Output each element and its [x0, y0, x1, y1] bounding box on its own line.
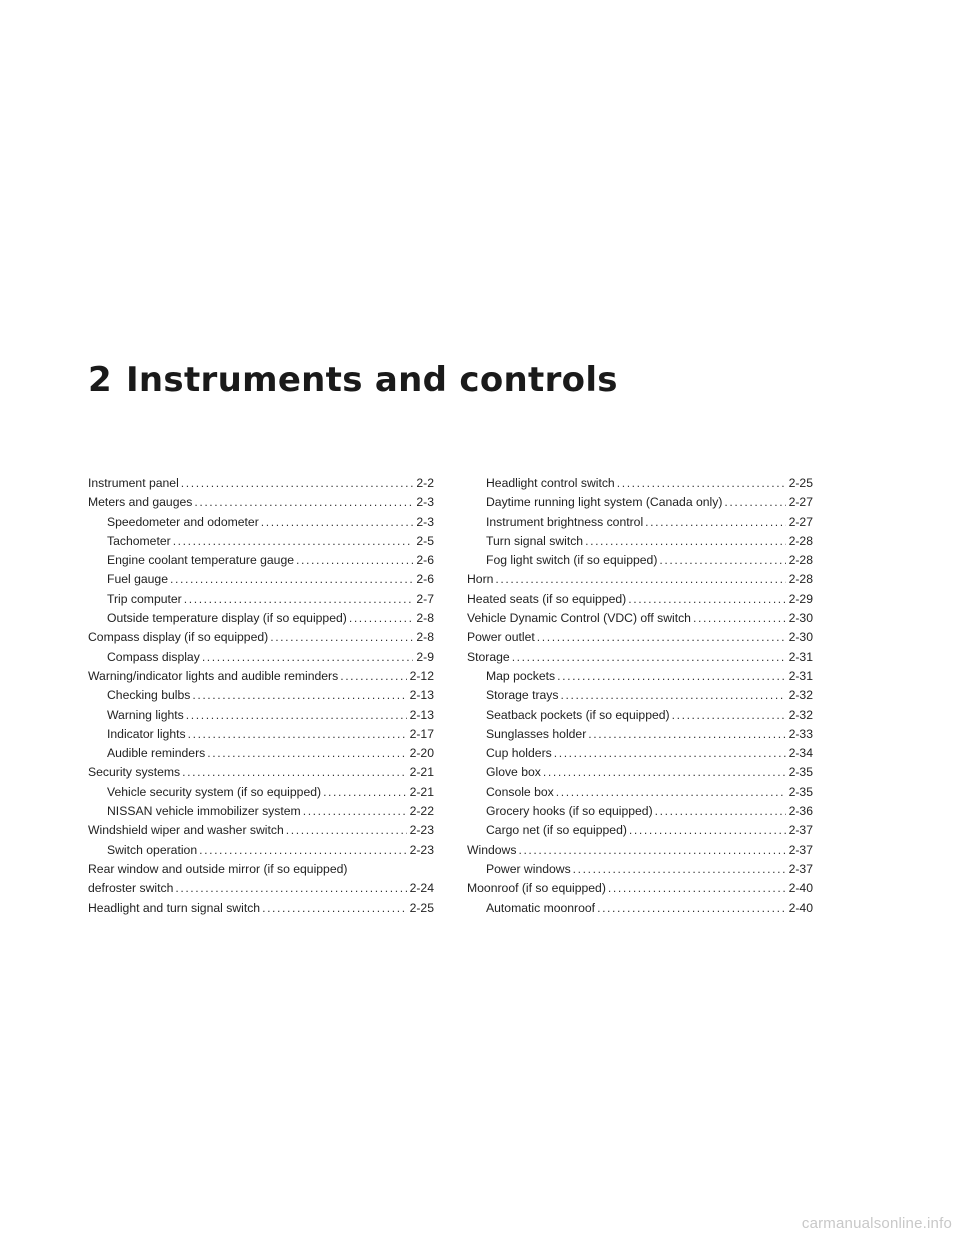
toc-entry-title: Daytime running light system (Canada only)	[486, 495, 723, 510]
toc-entry[interactable]	[467, 493, 813, 512]
toc-entry[interactable]	[88, 725, 434, 744]
toc-entry[interactable]	[467, 879, 813, 898]
toc-entry[interactable]	[88, 879, 434, 898]
toc-left-column	[88, 474, 434, 918]
watermark-url[interactable]: carmanualsonline.info	[801, 1215, 952, 1232]
toc-entry-page: 2-2	[416, 476, 434, 490]
toc-entry-page: 2-25	[788, 476, 813, 490]
toc-entry-title: Grocery hooks (if so equipped)	[486, 804, 653, 819]
toc-entry-title: Storage trays	[486, 688, 559, 703]
toc-entry[interactable]	[467, 570, 813, 589]
toc-dot-leader	[199, 841, 406, 860]
toc-dot-leader	[270, 628, 413, 647]
chapter-title	[88, 360, 618, 400]
toc-dot-leader	[207, 744, 406, 763]
toc-dot-leader	[194, 493, 413, 512]
toc-dot-leader	[512, 648, 786, 667]
toc-entry-page: 2-34	[788, 746, 813, 761]
toc-dot-leader	[186, 706, 407, 725]
toc-dot-leader	[556, 783, 786, 802]
toc-dot-leader	[672, 706, 786, 725]
toc-entry-title: Vehicle security system (if so equipped)	[107, 784, 322, 799]
toc-entry[interactable]	[88, 686, 434, 705]
toc-dot-leader	[495, 570, 785, 589]
toc-entry[interactable]	[88, 513, 434, 532]
toc-entry-title: Power windows	[486, 861, 571, 876]
toc-entry-page: 2-33	[788, 726, 813, 741]
toc-entry-page: 2-30	[788, 630, 813, 645]
toc-dot-leader	[628, 590, 785, 609]
toc-dot-leader	[560, 686, 785, 705]
toc-entry-page: 2-40	[788, 900, 813, 915]
toc-entry-page: 2-31	[788, 668, 813, 683]
toc-entry[interactable]	[88, 667, 434, 686]
toc-dot-leader	[181, 474, 414, 493]
toc-entry-page: 2-28	[788, 553, 813, 568]
toc-dot-leader	[588, 725, 785, 744]
toc-entry-title: Checking bulbs	[107, 688, 191, 703]
toc-entry-page: 2-35	[788, 784, 813, 799]
chapter-title-text: Instruments and controls	[125, 360, 618, 400]
toc-entry-page: 2-6	[416, 572, 434, 587]
toc-entry-title: Storage	[467, 649, 510, 664]
toc-dot-leader	[170, 570, 413, 589]
toc-dot-leader	[617, 474, 786, 493]
toc-entry-title: Warning lights	[107, 707, 184, 722]
toc-entry-page: 2-27	[788, 514, 813, 529]
toc-dot-leader	[543, 763, 786, 782]
toc-entry[interactable]	[88, 493, 434, 512]
toc-dot-leader	[262, 899, 407, 918]
toc-entry-title: Switch operation	[107, 842, 198, 857]
toc-entry-title: Headlight control switch	[486, 476, 615, 490]
toc-dot-leader	[629, 821, 786, 840]
toc-entry-title: Windows	[467, 842, 517, 857]
toc-entry-title: Vehicle Dynamic Control (VDC) off switch	[467, 611, 691, 626]
toc-entry-page: 2-22	[409, 804, 434, 819]
toc-entry-page: 2-12	[409, 668, 434, 683]
toc-entry[interactable]	[88, 744, 434, 763]
toc-dot-leader	[261, 513, 414, 532]
toc-dot-leader	[323, 783, 407, 802]
toc-entry[interactable]	[467, 686, 813, 705]
toc-entry[interactable]	[88, 783, 434, 802]
toc-dot-leader	[724, 493, 785, 512]
toc-entry-page: 2-3	[416, 514, 434, 529]
toc-entry-title: Outside temperature display (if so equipped)	[107, 611, 347, 626]
toc-entry[interactable]	[467, 551, 813, 570]
toc-entry-title: Console box	[486, 784, 554, 799]
toc-entry-title: Horn	[467, 572, 494, 587]
toc-entry-title: Cargo net (if so equipped)	[486, 823, 627, 838]
toc-entry-page: 2-13	[409, 688, 434, 703]
toc-entry-title: Heated seats (if so equipped)	[467, 591, 627, 606]
toc-entry[interactable]	[467, 474, 813, 493]
toc-entry-title: Compass display	[107, 649, 200, 664]
toc-entry-title: Audible reminders	[107, 746, 206, 761]
toc-entry-page: 2-37	[788, 823, 813, 838]
toc-entry-title: Windshield wiper and washer switch	[88, 823, 284, 838]
toc-entry-page: 2-21	[409, 765, 434, 780]
toc-dot-leader	[349, 609, 414, 628]
toc-entry[interactable]	[88, 532, 434, 551]
toc-dot-leader	[188, 725, 407, 744]
toc-entry-title: Power outlet	[467, 630, 535, 645]
toc-entry-title: NISSAN vehicle immobilizer system	[107, 804, 301, 819]
toc-entry[interactable]	[88, 841, 434, 860]
toc-entry-title: Instrument panel	[88, 476, 179, 490]
toc-entry-page: 2-25	[409, 900, 434, 915]
toc-dot-leader	[585, 532, 786, 551]
toc-dot-leader	[573, 860, 786, 879]
toc-entry-page: 2-35	[788, 765, 813, 780]
toc-entry[interactable]	[467, 821, 813, 840]
toc-entry-page: 2-40	[788, 881, 813, 896]
toc-entry-page: 2-28	[788, 572, 813, 587]
toc-entry[interactable]	[467, 841, 813, 860]
toc-entry[interactable]	[467, 648, 813, 667]
toc-entry-title: Security systems	[88, 765, 181, 780]
toc-dot-leader	[554, 744, 786, 763]
toc-dot-leader	[175, 879, 406, 898]
toc-entry[interactable]	[88, 474, 434, 493]
toc-entry[interactable]	[467, 532, 813, 551]
toc-entry-title: Headlight and turn signal switch	[88, 900, 261, 915]
toc-entry-page: 2-37	[788, 861, 813, 876]
toc-entry-title: Trip computer	[107, 591, 182, 606]
toc-entry[interactable]	[88, 763, 434, 782]
toc-entry[interactable]	[467, 783, 813, 802]
toc-entry-page: 2-23	[409, 823, 434, 838]
toc-dot-leader	[659, 551, 785, 570]
toc-entry[interactable]	[467, 763, 813, 782]
toc-entry-title: Engine coolant temperature gauge	[107, 553, 295, 568]
toc-dot-leader	[340, 667, 406, 686]
toc-dot-leader	[202, 648, 414, 667]
toc-entry-page: 2-23	[409, 842, 434, 857]
toc-entry-title: Map pockets	[486, 668, 556, 683]
toc-entry-page: 2-21	[409, 784, 434, 799]
toc-entry-title: Automatic moonroof	[486, 900, 596, 915]
toc-dot-leader	[597, 899, 786, 918]
toc-dot-leader	[693, 609, 786, 628]
toc-entry-page: 2-20	[409, 746, 434, 761]
toc-entry-page: 2-24	[409, 881, 434, 896]
toc-entry-title: Seatback pockets (if so equipped)	[486, 707, 670, 722]
toc-entry-page: 2-28	[788, 533, 813, 548]
toc-entry-title: Cup holders	[486, 746, 552, 761]
toc-entry-page: 2-32	[788, 707, 813, 722]
toc-entry-page: 2-17	[409, 726, 434, 741]
toc-entry[interactable]	[467, 802, 813, 821]
toc-entry[interactable]	[467, 725, 813, 744]
toc-entry-page: 2-7	[416, 591, 434, 606]
toc-entry-title: Sunglasses holder	[486, 726, 587, 741]
toc-entry[interactable]	[88, 706, 434, 725]
toc-entry-title: Compass display (if so equipped)	[88, 630, 269, 645]
toc-dot-leader	[182, 763, 406, 782]
toc-entry-title: Meters and gauges	[88, 495, 193, 510]
toc-dot-leader	[645, 513, 785, 532]
toc-entry-title: Speedometer and odometer	[107, 514, 259, 529]
toc-entry[interactable]	[88, 609, 434, 628]
toc-entry[interactable]	[467, 899, 813, 918]
toc-entry-page: 2-30	[788, 611, 813, 626]
toc-entry-page: 2-8	[416, 630, 434, 645]
toc-entry-page: 2-27	[788, 495, 813, 510]
toc-entry[interactable]	[467, 667, 813, 686]
toc-entry[interactable]	[467, 513, 813, 532]
toc-entry-page: 2-9	[416, 649, 434, 664]
toc-entry-title: Fuel gauge	[107, 572, 168, 587]
toc-entry[interactable]	[88, 860, 434, 879]
toc-entry-title: defroster switch	[88, 881, 174, 896]
toc-entry-page: 2-5	[416, 533, 434, 548]
toc-entry[interactable]	[88, 899, 434, 918]
toc-entry-title: Warning/indicator lights and audible reminders	[88, 668, 339, 683]
toc-entry-title: Fog light switch (if so equipped)	[486, 553, 658, 568]
toc-dot-leader	[184, 590, 414, 609]
toc-dot-leader	[557, 667, 785, 686]
chapter-number: 2	[88, 360, 112, 400]
toc-entry[interactable]	[467, 860, 813, 879]
toc-right-column	[467, 474, 813, 918]
toc-entry[interactable]	[88, 551, 434, 570]
toc-dot-leader	[192, 686, 406, 705]
toc-entry[interactable]	[467, 628, 813, 647]
toc-entry-title: Indicator lights	[107, 726, 186, 741]
toc-entry-title: Glove box	[486, 765, 541, 780]
toc-entry[interactable]	[467, 609, 813, 628]
toc-entry[interactable]	[88, 648, 434, 667]
toc-entry-page: 2-6	[416, 553, 434, 568]
toc-entry[interactable]	[88, 802, 434, 821]
toc-dot-leader	[608, 879, 786, 898]
toc-entry-page: 2-13	[409, 707, 434, 722]
toc-dot-leader	[296, 551, 413, 570]
toc-entry-title: Turn signal switch	[486, 533, 584, 548]
toc-entry-page: 2-32	[788, 688, 813, 703]
toc-dot-leader	[173, 532, 414, 551]
toc-entry[interactable]	[88, 628, 434, 647]
toc-entry[interactable]	[88, 590, 434, 609]
toc-entry[interactable]	[467, 744, 813, 763]
toc-entry[interactable]	[88, 570, 434, 589]
toc-entry-page: 2-36	[788, 804, 813, 819]
toc-entry-page: 2-37	[788, 842, 813, 857]
toc-entry-page: 2-3	[416, 495, 434, 510]
toc-entry[interactable]	[88, 821, 434, 840]
toc-dot-leader	[537, 628, 786, 647]
toc-entry-title: Tachometer	[107, 533, 171, 548]
toc-dot-leader	[303, 802, 407, 821]
toc-entry[interactable]	[467, 706, 813, 725]
toc-dot-leader	[655, 802, 786, 821]
toc-entry-page: 2-8	[416, 611, 434, 626]
toc-entry-page: 2-29	[788, 591, 813, 606]
toc-entry-title: Instrument brightness control	[486, 514, 644, 529]
toc-entry-page: 2-31	[788, 649, 813, 664]
toc-entry-title: Moonroof (if so equipped)	[467, 881, 606, 896]
toc-dot-leader	[286, 821, 407, 840]
toc-entry[interactable]	[467, 590, 813, 609]
toc-entry-title: Rear window and outside mirror (if so equipped)	[88, 861, 348, 876]
toc-dot-leader	[518, 841, 785, 860]
